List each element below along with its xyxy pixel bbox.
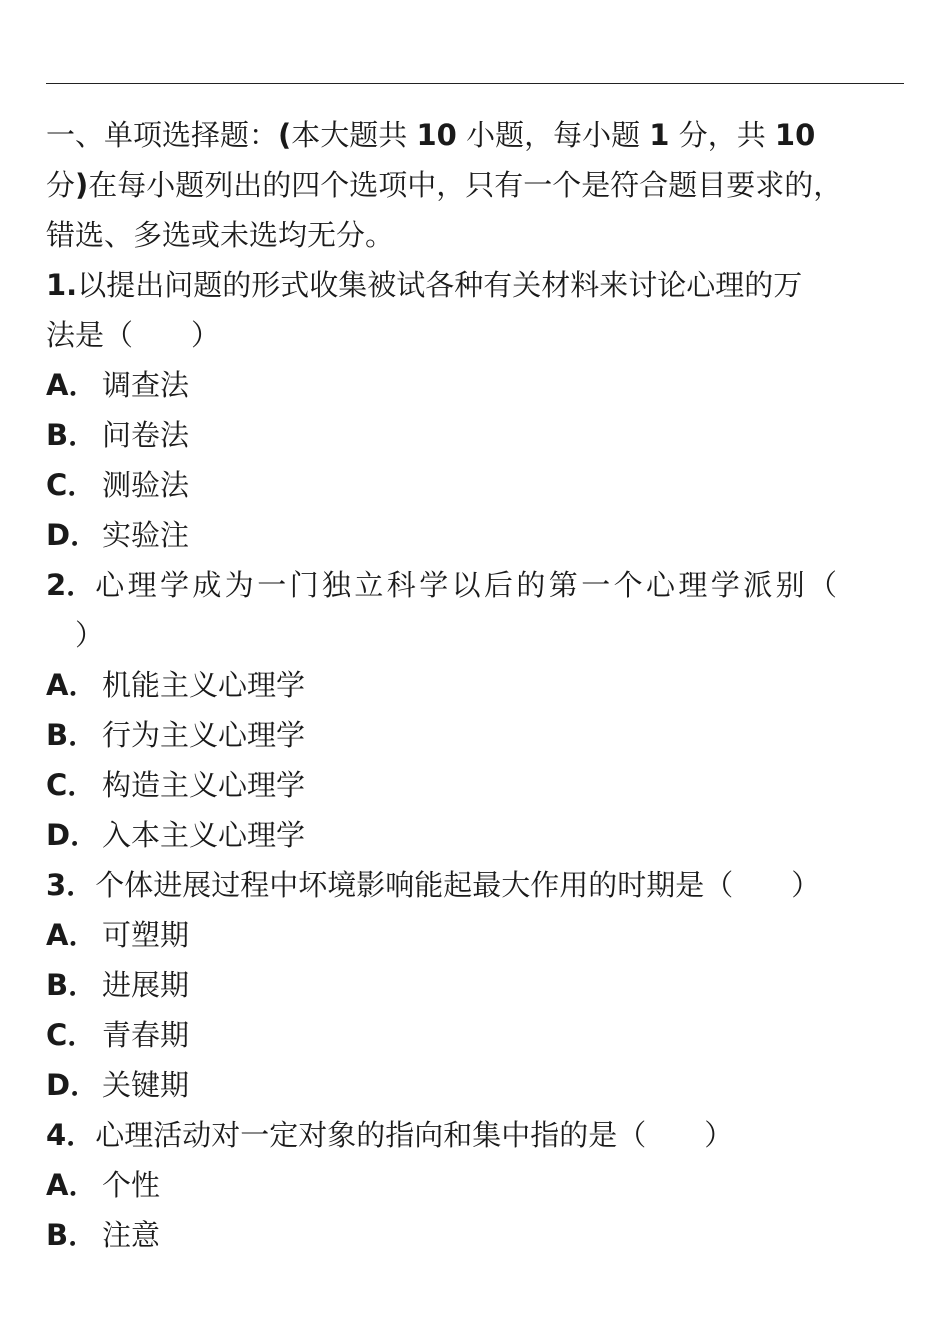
option-mark: B． — [46, 1218, 98, 1252]
question-stem-text: 法是（ ） — [46, 318, 221, 352]
question-2-option-c — [46, 760, 908, 810]
question-number: 1. — [46, 268, 78, 302]
section-title-text: 错选、多选或未选均无分。 — [46, 218, 395, 252]
option-mark: D． — [46, 518, 100, 552]
header-rule — [46, 83, 904, 84]
section-title-paren: ) — [75, 168, 89, 202]
question-3-stem — [46, 860, 908, 910]
option-text: 行为主义心理学 — [102, 718, 306, 752]
option-text: 测验法 — [102, 468, 190, 502]
question-2-option-d — [46, 810, 908, 860]
section-title-text: 分，共 — [669, 118, 775, 152]
question-4-stem — [46, 1110, 908, 1160]
question-2-option-a — [46, 660, 908, 710]
section-title-number: 10 — [416, 118, 457, 152]
section-title-text: 小题，每小题 — [456, 118, 650, 152]
option-mark: D． — [46, 1068, 100, 1102]
option-mark: A． — [46, 918, 98, 952]
question-stem-text: 心理学成为一门独立科学以后的第一个心理学派别（ — [95, 568, 841, 602]
option-text: 注意 — [102, 1218, 161, 1252]
option-mark: D． — [46, 818, 100, 852]
option-text: 实验注 — [102, 518, 190, 552]
option-mark: C． — [46, 1018, 97, 1052]
option-text: 进展期 — [102, 968, 190, 1002]
section-title-text: 本大题共 — [291, 118, 417, 152]
section-title-number: 10 — [774, 118, 816, 152]
question-1-option-c — [46, 460, 908, 510]
question-1-stem — [46, 260, 908, 310]
question-stem-text: ） — [46, 618, 105, 652]
option-text: 关键期 — [102, 1068, 190, 1102]
question-number: 4． — [46, 1118, 96, 1152]
question-stem-text: 个体进展过程中坏境影响能起最大作用的时期是（ ） — [95, 868, 821, 902]
question-3-option-a — [46, 910, 908, 960]
section-title-text: 一、单项选择题： — [46, 118, 279, 152]
question-3-option-d — [46, 1060, 908, 1110]
question-2-stem-cont — [46, 610, 908, 660]
option-text: 构造主义心理学 — [102, 768, 306, 802]
question-number: 2． — [46, 568, 96, 602]
option-mark: C． — [46, 468, 97, 502]
question-1-option-d — [46, 510, 908, 560]
option-text: 青春期 — [102, 1018, 190, 1052]
question-2-stem — [46, 560, 908, 610]
option-text: 调查法 — [102, 368, 190, 402]
option-text: 入本主义心理学 — [102, 818, 306, 852]
question-3-option-c — [46, 1010, 908, 1060]
option-text: 问卷法 — [102, 418, 190, 452]
question-stem-text: 以提出问题的形式收集被试各种有关材料来讨论心理的万 — [77, 268, 803, 302]
question-3-option-b — [46, 960, 908, 1010]
exam-content — [46, 110, 908, 1260]
section-title-line-3 — [46, 210, 908, 260]
option-text: 机能主义心理学 — [102, 668, 306, 702]
question-1-option-a — [46, 360, 908, 410]
section-title-text: 在每小题列出的四个选项中，只有一个是符合题目要求的， — [88, 168, 843, 202]
section-title-paren: ( — [278, 118, 292, 152]
section-title-text: 分 — [46, 168, 76, 202]
option-text: 可塑期 — [102, 918, 190, 952]
option-mark: A． — [46, 368, 98, 402]
option-mark: C． — [46, 768, 97, 802]
option-mark: A． — [46, 668, 98, 702]
option-mark: B． — [46, 418, 98, 452]
section-title-number: 1 — [649, 118, 670, 152]
section-title-line-1 — [46, 110, 908, 160]
section-title-line-2 — [46, 160, 908, 210]
option-mark: B． — [46, 968, 98, 1002]
question-4-option-b — [46, 1210, 908, 1260]
question-1-stem-cont — [46, 310, 908, 360]
question-4-option-a — [46, 1160, 908, 1210]
option-mark: B． — [46, 718, 98, 752]
question-1-option-b — [46, 410, 908, 460]
question-number: 3． — [46, 868, 96, 902]
question-stem-text: 心理活动对一定对象的指向和集中指的是（ ） — [95, 1118, 734, 1152]
option-mark: A． — [46, 1168, 98, 1202]
option-text: 个性 — [102, 1168, 161, 1202]
question-2-option-b — [46, 710, 908, 760]
